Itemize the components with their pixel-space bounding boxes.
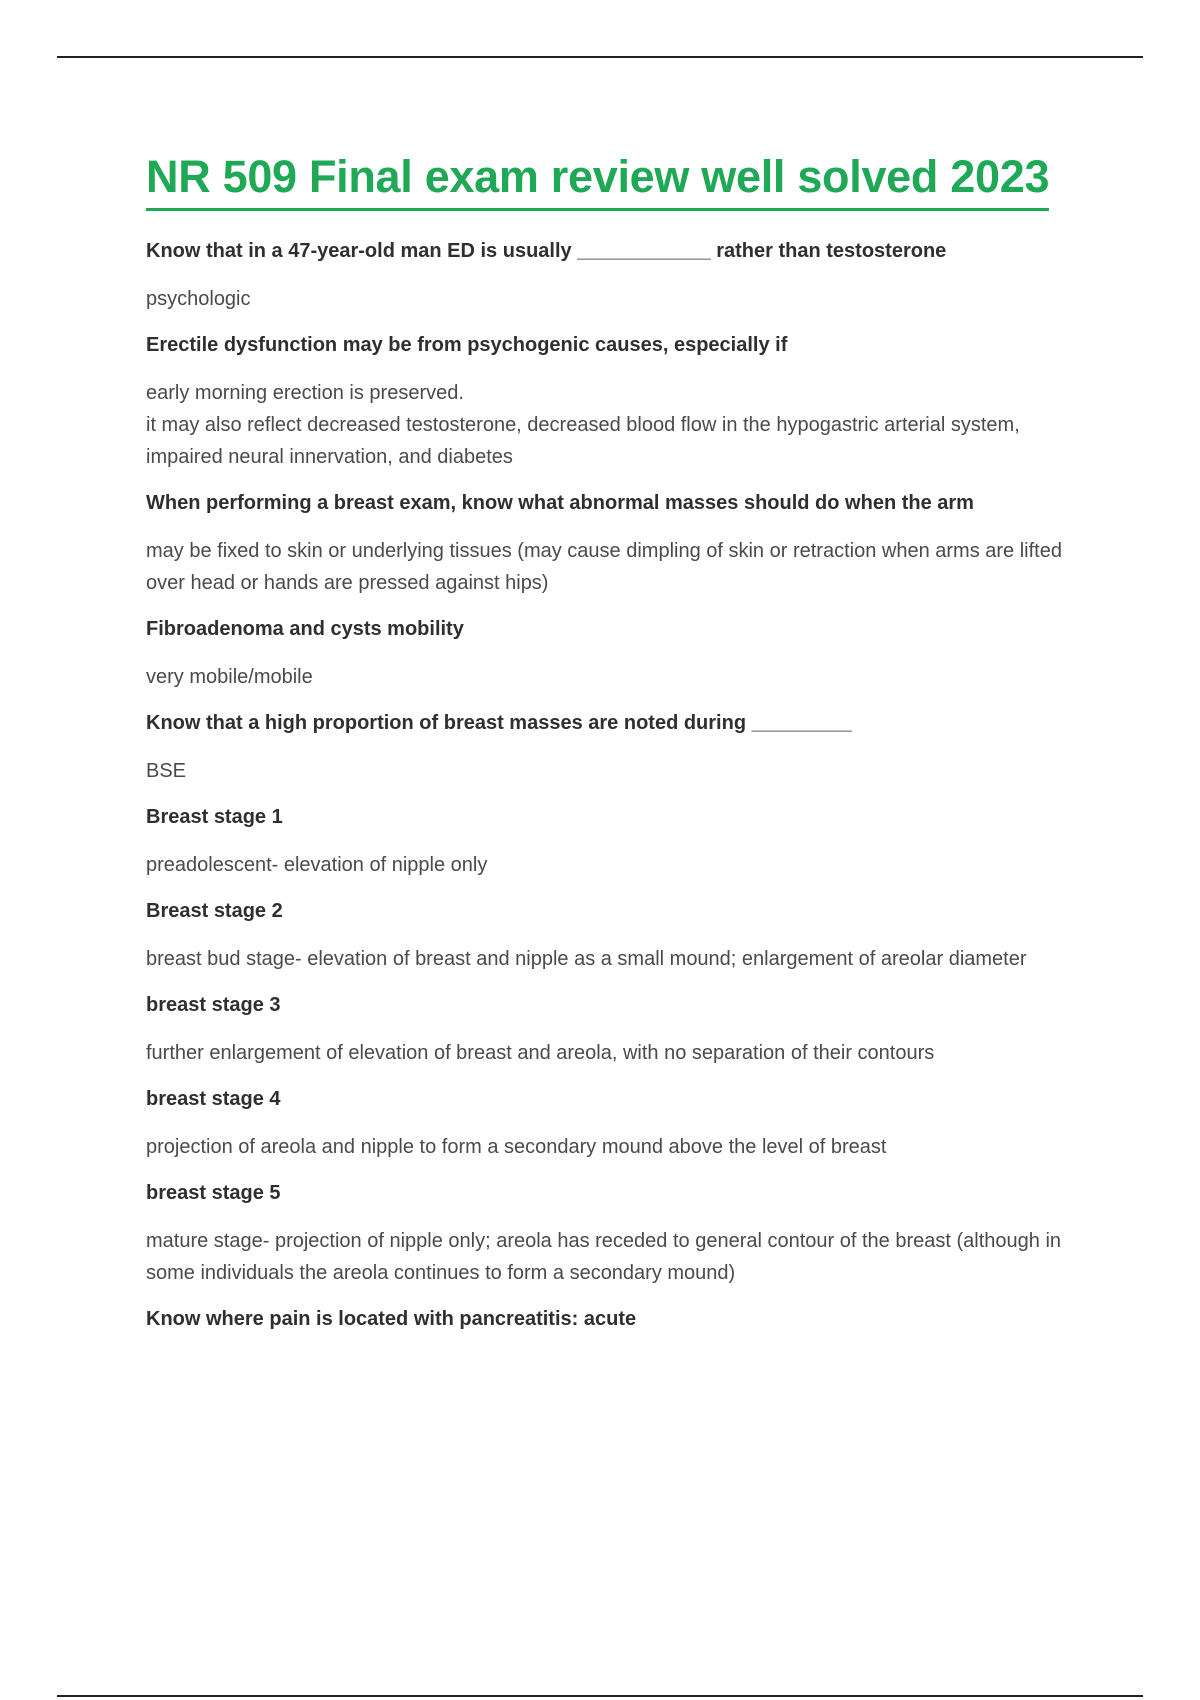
qa-item-2	[146, 329, 1086, 473]
qa-item-7	[146, 895, 1086, 975]
question-text: Know that a high proportion of breast masses are noted during _________	[146, 712, 852, 734]
qa-item-3	[146, 487, 1086, 599]
answer-text: BSE	[146, 760, 187, 782]
question-text: Fibroadenoma and cysts mobility	[146, 618, 464, 640]
qa-item-5	[146, 707, 1086, 787]
footer-rule	[57, 1695, 1143, 1697]
document-body	[146, 146, 1086, 1335]
qa-item-11	[146, 1303, 1086, 1335]
answer-text: very mobile/mobile	[146, 666, 313, 688]
question-text: breast stage 5	[146, 1182, 281, 1204]
question-text: Breast stage 2	[146, 900, 283, 922]
question-text: Know where pain is located with pancreatitis: acute	[146, 1308, 637, 1330]
qa-item-9	[146, 1083, 1086, 1163]
question-text: breast stage 3	[146, 994, 281, 1016]
qa-item-6	[146, 801, 1086, 881]
answer-text: breast bud stage- elevation of breast and nipple as a small mound; enlargement of areolar diameter	[146, 948, 1027, 970]
answer-text: projection of areola and nipple to form a secondary mound above the level of breast	[146, 1136, 887, 1158]
question-text: breast stage 4	[146, 1088, 281, 1110]
qa-item-1	[146, 235, 1086, 315]
answer-text: early morning erection is preserved. it may also reflect decreased testosterone, decreased blood flow in the hypogastric arterial system, impaired neural innervation, and diabetes	[146, 382, 1020, 468]
qa-item-8	[146, 989, 1086, 1069]
document-title: NR 509 Final exam review well solved 2023	[146, 146, 1049, 211]
answer-text: mature stage- projection of nipple only; areola has receded to general contour of the breast (although in some individuals the areola continues to form a secondary mound)	[146, 1230, 1062, 1284]
qa-item-10	[146, 1177, 1086, 1289]
header-rule	[57, 56, 1143, 58]
answer-text: preadolescent- elevation of nipple only	[146, 854, 488, 876]
answer-text: further enlargement of elevation of breast and areola, with no separation of their contours	[146, 1042, 935, 1064]
answer-text: may be fixed to skin or underlying tissues (may cause dimpling of skin or retraction when arms are lifted over head or hands are pressed against hips)	[146, 540, 1062, 594]
answer-text: psychologic	[146, 288, 251, 310]
qa-item-4	[146, 613, 1086, 693]
question-text: Breast stage 1	[146, 806, 283, 828]
question-text: Erectile dysfunction may be from psychogenic causes, especially if	[146, 334, 788, 356]
question-text: Know that in a 47-year-old man ED is usually ____________ rather than testosterone	[146, 240, 947, 262]
question-text: When performing a breast exam, know what abnormal masses should do when the arm	[146, 492, 974, 514]
